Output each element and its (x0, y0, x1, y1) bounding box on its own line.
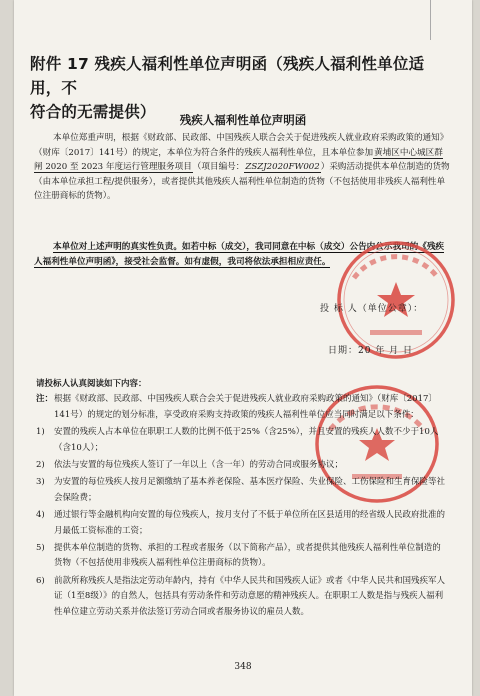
note-item (36, 458, 448, 473)
note-item-text: 为安置的每位残疾人按月足额缴纳了基本养老保险、基本医疗保险、失业保险、工伤保险和生育保险等社会保险费； (54, 477, 446, 503)
binding-mark (430, 0, 431, 40)
paragraph-2-text: 本单位对上述声明的真实性负责。如若中标（成交），我司同意在中标（成交）公告内公示我司的《残疾人福利性单位声明函》，接受社会监督。如有虚假，我司将依法承担相应责任。 (34, 242, 445, 267)
note-item (36, 425, 448, 456)
paragraph-1-text-c: ）采购活动提供本单位制造的货物（由本单位承担工程/提供服务），或者提供其他残疾人福利性单位制造的货物（不包括使用非残疾人福利性单位注册商标的货物）。 (34, 162, 450, 202)
heading-line-1: 附件 17 残疾人福利性单位声明函（残疾人福利性单位适用，不 (30, 55, 425, 97)
note-item-number: 6) (36, 575, 45, 586)
note-item (36, 508, 448, 539)
heading-line-2: 符合的无需提供） (30, 103, 156, 121)
note-item-number: 1) (36, 427, 45, 438)
notes-title: 请投标人认真阅读如下内容： (36, 379, 147, 389)
note-item (36, 475, 448, 506)
note-item-number: 3) (36, 477, 45, 488)
note-item-number: 5) (36, 543, 45, 554)
paragraph-1-text-a: 本单位郑重声明，根据《财政部、民政部、中国残疾人联合会关于促进残疾人就业政府采购政策的通知》（财库〔2017〕141号）的规定，本单位为符合条件的残疾人福利性单位，且本单位参加 (34, 133, 449, 158)
note-item-text: 前款所称残疾人是指法定劳动年龄内，持有《中华人民共和国残疾人证》或者《中华人民共和国残疾军人证（1至8级）》的自然人，包括具有劳动条件和劳动意愿的精神残疾人。在职职工人数是指与残疾人福利性单位建立劳动关系并依法签订劳动合同或者服务协议的雇员人数。 (54, 575, 446, 617)
note-item-text: 提供本单位制造的货物、承担的工程或者服务（以下简称产品），或者提供其他残疾人福利性单位制造的货物（不包括使用非残疾人福利性单位注册商标的货物）。 (54, 543, 441, 569)
notes-intro (36, 392, 448, 423)
note-item-text: 通过银行等金融机构向安置的每位残疾人，按月支付了不低于单位所在区县适用的经省级人民政府批准的月最低工资标准的工资； (54, 510, 446, 536)
declaration-paragraph-1 (34, 131, 450, 204)
note-item-text: 依法与安置的每位残疾人签订了一年以上（含一年）的劳动合同或服务协议； (54, 460, 344, 471)
paragraph-1-text-b: （项目编号： (192, 162, 245, 173)
notes-section (36, 377, 448, 620)
declaration-title: 残疾人福利性单位声明函 (179, 113, 307, 127)
note-item-number: 2) (36, 460, 45, 471)
note-item (36, 574, 448, 620)
date-line: 日期：20 年 月 日 (328, 346, 414, 356)
note-item (36, 541, 448, 572)
bidder-seal-label: 投 标 人（单位公章）： (320, 304, 424, 314)
page-number: 348 (234, 662, 252, 672)
note-item-text: 安置的残疾人占本单位在职职工人数的比例不低于25%（含25%），并且安置的残疾人人数不少于10人（含10人）； (54, 427, 439, 453)
document-page (14, 0, 472, 696)
note-item-number: 4) (36, 510, 45, 521)
notes-intro-text: 根据《财政部、民政部、中国残疾人联合会关于促进残疾人就业政府采购政策的通知》（财库〔2017〕141号）的规定的划分标准，享受政府采购支持政策的残疾人福利性单位应当同时满足以下条件： (54, 394, 437, 420)
project-name: 黄埔区中心城区群闸 2020 至 2023 年度运行管理服务项目 (34, 147, 443, 173)
project-code: ZSZJ2020FW002 (245, 162, 320, 173)
declaration-body (34, 131, 450, 204)
notes-intro-label: 注： (36, 394, 54, 405)
